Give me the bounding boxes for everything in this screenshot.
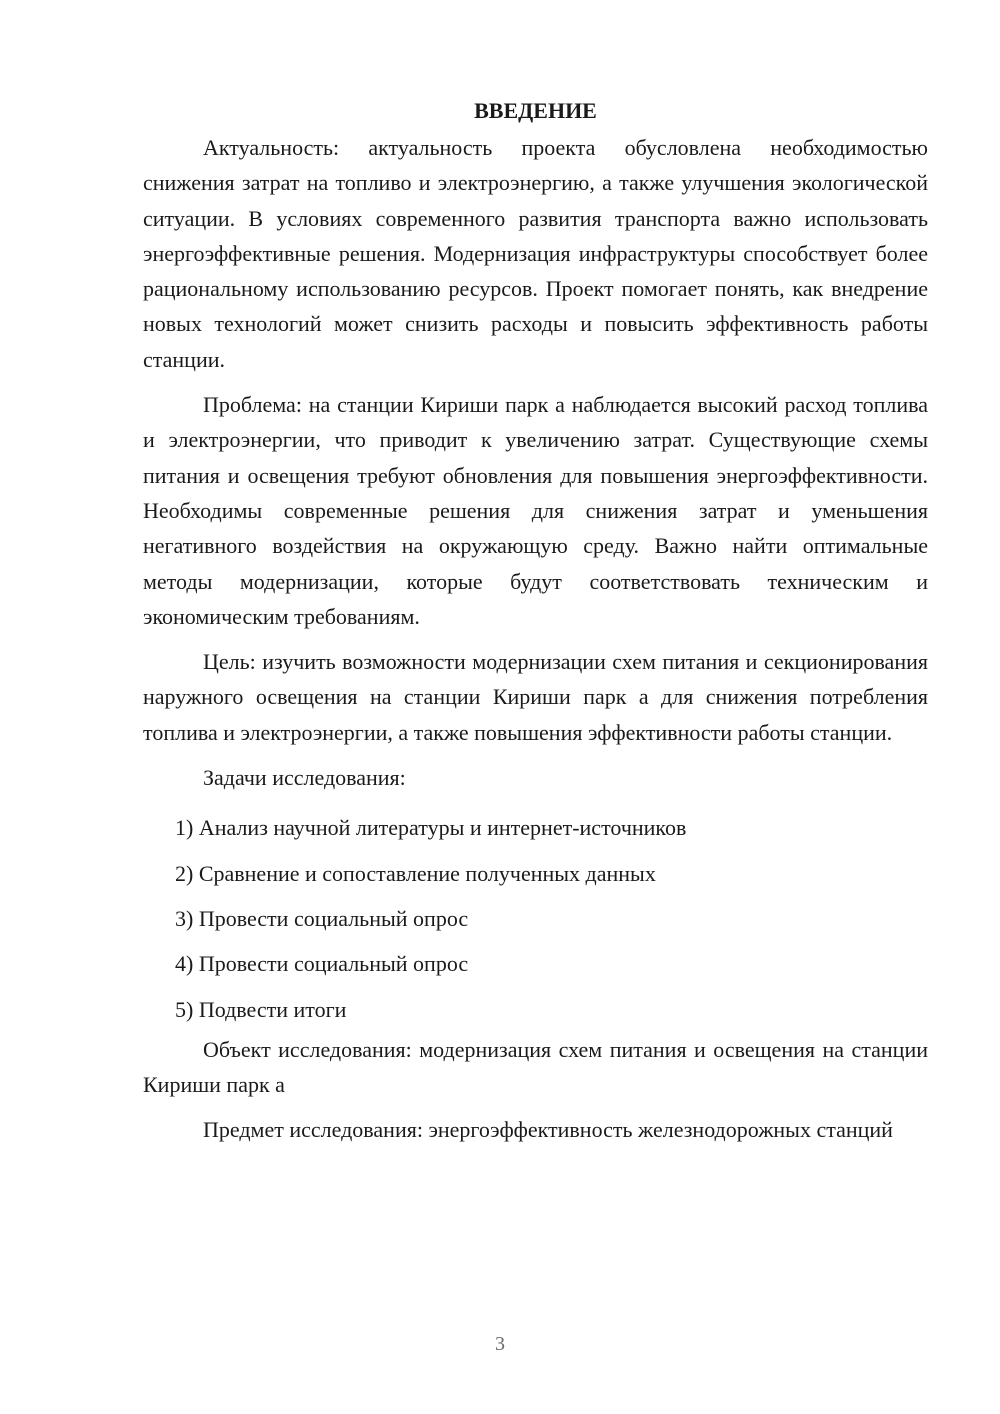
paragraph-subject: Предмет исследования: энергоэффективность железнодорожных станций	[203, 1117, 893, 1143]
section-title: ВВЕДЕНИЕ	[474, 98, 597, 123]
paragraph-problem: Проблема: на станции Кириши парк а наблюдается высокий расход топлива и электроэнергии, что приводит к увеличению затрат. Существующие схемы питания и освещения требуют обновления для повышения энергоэффективности. Необходимы современные решения для снижения затрат и уменьшения негативного воздействия на окружающую среду. Важно найти оптимальные методы модернизации, которые будут соответствовать техническим и экономическим требованиям.	[143, 392, 928, 629]
task-item: 2) Сравнение и сопоставление полученных данных	[175, 860, 656, 886]
tasks-heading: Задачи исследования:	[203, 765, 406, 791]
task-item: 3) Провести социальный опрос	[175, 905, 469, 931]
task-item: 4) Провести социальный опрос	[175, 951, 469, 977]
paragraph-goal: Цель: изучить возможности модернизации схем питания и секционирования наружного освещения на станции Кириши парк а для снижения потребления топлива и электроэнергии, а также повышения эффективности работы станции.	[143, 649, 928, 745]
task-item: 1) Анализ научной литературы и интернет-источников	[175, 815, 687, 841]
page-number: 3	[495, 1333, 505, 1355]
task-item: 5) Подвести итоги	[175, 996, 347, 1022]
paragraph-relevance: Актуальность: актуальность проекта обусловлена необходимостью снижения затрат на топливо и электроэнергию, а также улучшения экологической ситуации. В условиях современного развития транспорта важно использовать энергоэффективные решения. Модернизация инфраструктуры способствует более рациональному использованию ресурсов. Проект помогает понять, как внедрение новых технологий может снизить расходы и повысить эффективность работы станции.	[143, 135, 928, 372]
tasks-list	[143, 805, 928, 1031]
document-page	[143, 92, 928, 1158]
paragraph-object: Объект исследования: модернизация схем питания и освещения на станции Кириши парк а	[143, 1036, 928, 1098]
